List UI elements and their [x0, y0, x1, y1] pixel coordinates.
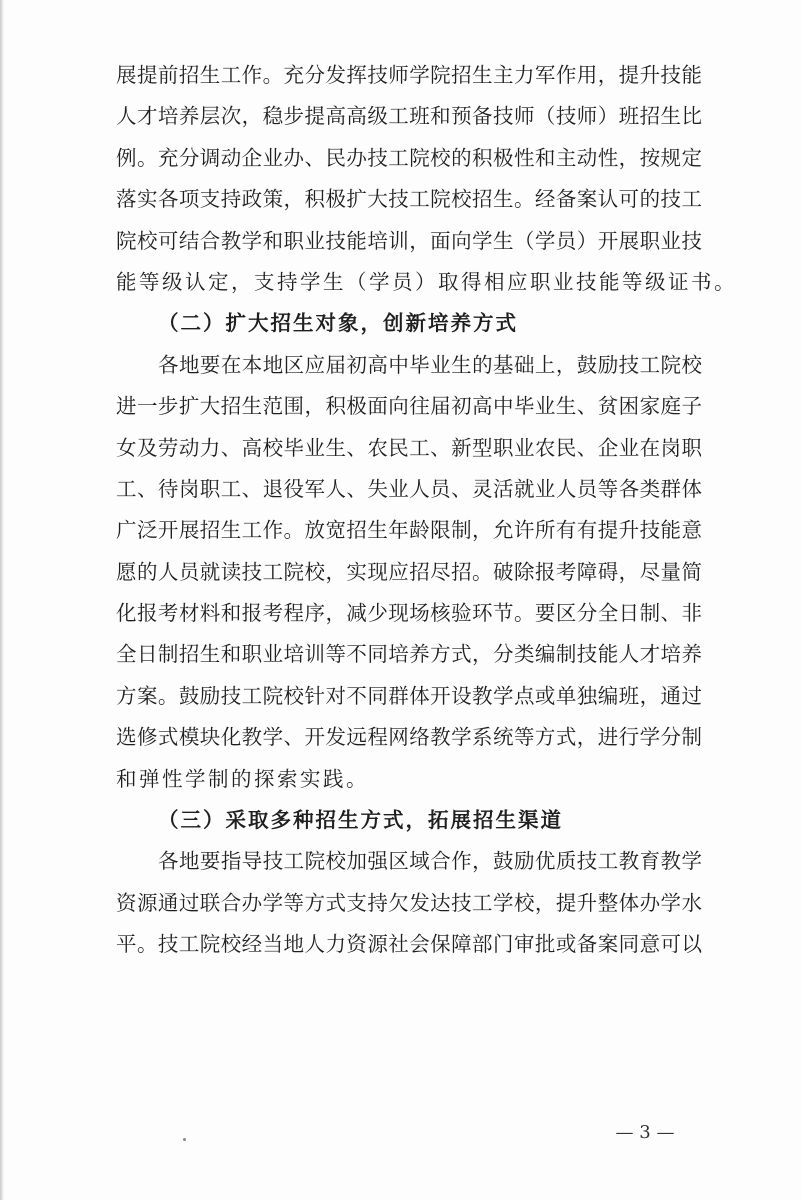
text-line: 人才培养层次，稳步提高高级工班和预备技师（技师）班招生比 — [116, 104, 702, 129]
section-heading-3: （三）采取多种招生方式，拓展招生渠道 — [158, 808, 563, 833]
text-line: 选修式模块化教学、开发远程网络教学系统等方式，进行学分制 — [116, 725, 702, 750]
text-line: 和弹性学制的探索实践。 — [116, 766, 369, 791]
section-heading-2: （二）扩大招生对象，创新培养方式 — [158, 311, 518, 336]
paragraph-first-line: 各地要在本地区应届初高中毕业生的基础上，鼓励技工院校 — [158, 352, 702, 377]
text-line: 女及劳动力、高校毕业生、农民工、新型职业农民、企业在岗职 — [116, 435, 702, 460]
text-line: 工、待岗职工、退役军人、失业人员、灵活就业人员等各类群体 — [116, 476, 702, 501]
text-line: 广泛开展招生工作。放宽招生年龄限制，允许所有有提升技能意 — [116, 518, 702, 543]
scan-speck — [183, 1138, 186, 1141]
text-line: 化报考材料和报考程序，减少现场核验环节。要区分全日制、非 — [116, 601, 702, 626]
text-line: 能等级认定，支持学生（学员）取得相应职业技能等级证书。 — [116, 269, 737, 294]
text-line: 落实各项支持政策，积极扩大技工院校招生。经备案认可的技工 — [116, 187, 702, 212]
paragraph-first-line: 各地要指导技工院校加强区域合作，鼓励优质技工教育教学 — [158, 849, 702, 874]
scan-edge-shadow — [0, 0, 4, 1200]
body-text — [116, 55, 737, 966]
text-line: 资源通过联合办学等方式支持欠发达技工学校，提升整体办学水 — [116, 890, 702, 915]
text-line: 全日制招生和职业培训等不同培养方式，分类编制技能人才培养 — [116, 642, 702, 667]
text-line: 平。技工院校经当地人力资源社会保障部门审批或备案同意可以 — [116, 932, 702, 957]
text-line: 展提前招生工作。充分发挥技师学院招生主力军作用，提升技能 — [116, 63, 702, 87]
text-line: 愿的人员就读技工院校，实现应招尽招。破除报考障碍，尽量简 — [116, 559, 702, 584]
text-line: 方案。鼓励技工院校针对不同群体开设教学点或单独编班，通过 — [116, 683, 702, 708]
text-line: 例。充分调动企业办、民办技工院校的积极性和主动性，按规定 — [116, 145, 702, 170]
text-line: 院校可结合教学和职业技能培训，面向学生（学员）开展职业技 — [116, 228, 702, 253]
text-line: 进一步扩大招生范围，积极面向往届初高中毕业生、贫困家庭子 — [116, 394, 702, 419]
page-number: — 3 — — [615, 1122, 675, 1143]
